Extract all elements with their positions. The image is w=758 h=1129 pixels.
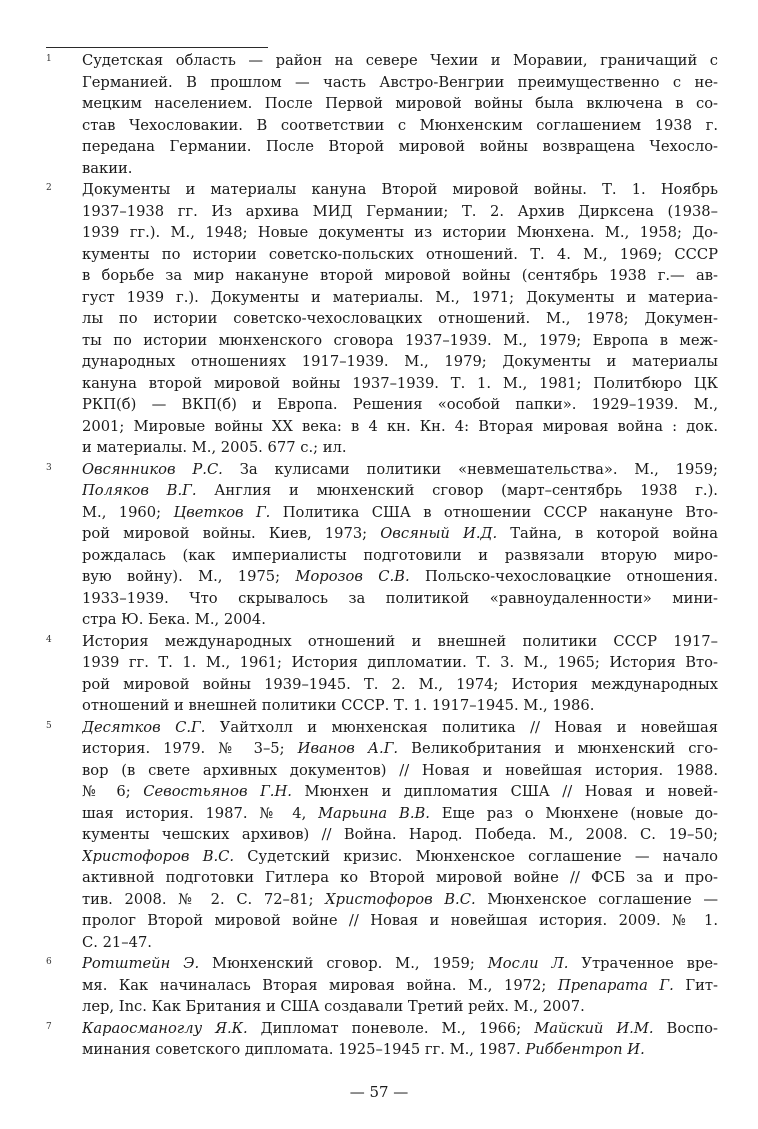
footnote-text: За кулисами политики «невмешательства». М., 1959;: [222, 460, 718, 478]
footnote-line: [82, 846, 718, 868]
footnote-text: мецким населением. После Первой мировой войны была включена в со-: [82, 95, 718, 112]
footnote-number: 5: [46, 720, 52, 731]
author-name: Морозов С.В.: [295, 568, 410, 585]
footnote-number: 1: [46, 54, 52, 64]
footnote-line: [82, 889, 718, 911]
footnote-line: [82, 609, 718, 631]
footnote-separator-rule: [46, 47, 268, 48]
footnote-text: 1939 гг. Т. 1. М., 1961; История дипломатии. Т. 3. М., 1965; История Вто-: [82, 654, 718, 671]
footnote-text: Тайна, в которой война: [497, 525, 718, 542]
footnote-line: [82, 351, 718, 373]
footnote-line: [82, 502, 718, 524]
footnote-text: кануна второй мировой войны 1937–1939. Т. 1. М., 1981; Политбюро ЦК: [82, 374, 718, 392]
footnote-number: 7: [46, 1021, 52, 1032]
footnote-line: [82, 674, 718, 696]
footnote-text: рождалась (как империалисты подготовили и развязали вторую миро-: [82, 546, 718, 564]
footnote-line: [82, 437, 718, 459]
footnote-line: [82, 996, 718, 1018]
footnote-text: Судетский кризис. Мюнхенское соглашение — начало: [234, 847, 718, 865]
footnote-line: [82, 265, 718, 287]
footnote-line: [82, 222, 718, 244]
footnote-line: [82, 373, 718, 395]
footnote-line: [82, 72, 718, 94]
footnote-text: 1933–1939. Что скрывалось за политикой «равноудаленности» мини-: [82, 589, 718, 607]
footnote-text: № 6;: [82, 783, 144, 800]
footnote-text: ты по истории мюнхенского сговора 1937–1939. М., 1979; Европа в меж-: [82, 331, 718, 349]
footnote-text: Мюнхенское соглашение —: [475, 890, 718, 908]
footnote-number: 6: [46, 957, 52, 967]
footnote-text: Воспо-: [653, 1019, 718, 1037]
footnote-line: [82, 394, 718, 416]
author-name: Десятков С.Г.: [82, 718, 206, 736]
footnote-text: вор (в свете архивных документов) // Новая и новейшая история. 1988.: [82, 761, 718, 779]
author-name: Овсянников Р.С.: [82, 460, 223, 478]
footnote-line: [82, 545, 718, 567]
footnote-line: [82, 867, 718, 889]
footnote-text: Политика США в отношении СССР накануне Вто-: [270, 503, 718, 521]
footnote-text: Гит-: [673, 976, 718, 994]
footnote-text: в борьбе за мир накануне второй мировой войны (сентябрь 1938 г.— ав-: [82, 267, 718, 284]
footnote-line: [82, 523, 718, 545]
footnote-line: [82, 566, 718, 588]
author-name: Поляков В.Г.: [82, 482, 197, 499]
footnote-text: тив. 2008. № 2. С. 72–81;: [82, 890, 326, 908]
footnote-text: История международных отношений и внешней политики СССР 1917–: [82, 632, 718, 650]
footnote-line: [82, 459, 718, 481]
footnote-line: [82, 824, 718, 846]
footnote-line: [82, 760, 718, 782]
footnote-number: 4: [46, 634, 52, 645]
footnote: [46, 631, 718, 717]
footnote: [46, 179, 718, 459]
footnote-text: лер, Inc. Как Британия и США создавали Третий рейх. М., 2007.: [82, 998, 585, 1015]
footnotes-list: [46, 50, 718, 1061]
footnote-line: [82, 480, 718, 502]
footnote-text: 1937–1938 гг. Из архива МИД Германии; Т. 2. Архив Дирксена (1938–: [82, 202, 718, 220]
footnote-line: [82, 695, 718, 717]
footnote-line: [82, 738, 718, 760]
author-name: Христофоров В.С.: [325, 890, 476, 908]
footnote-line: [82, 717, 718, 739]
author-name: Караосманоглу Я.К.: [82, 1019, 248, 1037]
footnote-text: вую войну). М., 1975;: [82, 568, 296, 585]
footnote-text: мя. Как начиналась Вторая мировая война. М., 1972;: [82, 976, 558, 994]
footnote-text: С. 21–47.: [82, 933, 152, 951]
footnote: [46, 1018, 718, 1061]
footnote-line: [82, 910, 718, 932]
footnote-line: [82, 330, 718, 352]
author-name: Препарата Г.: [557, 976, 674, 994]
footnote-text: густ 1939 г.). Документы и материалы. М., 1971; Документы и материа-: [82, 288, 718, 306]
footnote-text: Уайтхолл и мюнхенская политика // Новая и новейшая: [205, 718, 718, 736]
footnote-text: Великобритания и мюнхенский сго-: [398, 740, 718, 757]
author-name: Майский И.М.: [534, 1019, 654, 1037]
footnote-line: [82, 416, 718, 438]
footnote-text: Судетская область — район на севере Чехии и Моравии, граничащий с: [82, 52, 718, 69]
footnote-text: активной подготовки Гитлера ко Второй мировой войне // ФСБ за и про-: [82, 869, 718, 886]
footnote-text: Еще раз о Мюнхене (новые до-: [429, 804, 718, 822]
footnote-text: шая история. 1987. № 4,: [82, 804, 319, 822]
footnote-text: кументы чешских архивов) // Война. Народ. Победа. М., 2008. С. 19–50;: [82, 826, 718, 843]
footnote-line: [82, 50, 718, 72]
author-name: Мосли Л.: [487, 955, 569, 972]
author-name: Марьина В.В.: [318, 804, 430, 822]
footnote-text: пролог Второй мировой войне // Новая и новейшая история. 2009. № 1.: [82, 912, 718, 929]
footnote-text: и материалы. М., 2005. 677 с.; ил.: [82, 439, 347, 456]
author-name: Севостьянов Г.Н.: [143, 783, 292, 800]
footnote-text: Германией. В прошлом — часть Австро-Венгрии преимущественно с не-: [82, 73, 718, 91]
author-name: Христофоров В.С.: [82, 847, 235, 865]
footnote-text: Утраченное вре-: [568, 955, 718, 972]
footnote-text: Мюнхен и дипломатия США // Новая и новей-: [291, 783, 718, 800]
footnote-text: вакии.: [82, 159, 133, 177]
footnote-text: РКП(б) — ВКП(б) и Европа. Решения «особой папки». 1929–1939. М.,: [82, 396, 718, 413]
footnote-line: [82, 588, 718, 610]
footnote-text: отношений и внешней политики СССР. Т. 1. 1917–1945. М., 1986.: [82, 697, 595, 714]
footnote-line: [82, 1018, 718, 1040]
page-number: — 57 —: [349, 1083, 409, 1101]
footnote-text: кументы по истории советско-польских отношений. Т. 4. М., 1969; СССР: [82, 245, 718, 263]
author-name: Ротштейн Э.: [82, 955, 200, 972]
footnote: [46, 717, 718, 954]
footnote-line: [82, 179, 718, 201]
footnote-line: [82, 201, 718, 223]
footnote-line: [82, 158, 718, 180]
footnote-line: [82, 631, 718, 653]
footnote-text: Польско-чехословацкие отношения.: [409, 568, 718, 585]
footnote-text: Англия и мюнхенский сговор (март–сентябрь 1938 г.).: [196, 482, 718, 499]
footnote-line: [82, 953, 718, 975]
footnote-text: 2001; Мировые войны XX века: в 4 кн. Кн. 4: Вторая мировая война : док.: [82, 417, 718, 435]
footnote-text: лы по истории советско-чехословацких отношений. М., 1978; Докумен-: [82, 310, 718, 327]
footnote-line: [82, 244, 718, 266]
footnote-line: [82, 652, 718, 674]
author-name: Цветков Г.: [173, 503, 271, 521]
footnote: [46, 50, 718, 179]
footnote-line: [82, 781, 718, 803]
footnote-text: М., 1960;: [82, 503, 174, 521]
footnote-text: рой мировой войны 1939–1945. Т. 2. М., 1974; История международных: [82, 675, 718, 693]
footnote-line: [82, 287, 718, 309]
footnote-line: [82, 308, 718, 330]
footnote-text: стра Ю. Бека. М., 2004.: [82, 611, 266, 628]
footnote-text: став Чехословакии. В соответствии с Мюнхенским соглашением 1938 г.: [82, 116, 718, 134]
author-name: Иванов А.Г.: [297, 740, 399, 757]
footnote-line: [82, 93, 718, 115]
footnote-text: Мюнхенский сговор. М., 1959;: [199, 955, 488, 972]
footnote-text: рой мировой войны. Киев, 1973;: [82, 525, 381, 542]
footnote: [46, 953, 718, 1018]
footnote-text: передана Германии. После Второй мировой войны возвращена Чехосло-: [82, 138, 718, 155]
footnote-text: Документы и материалы кануна Второй мировой войны. Т. 1. Ноябрь: [82, 181, 718, 198]
footnote-line: [82, 975, 718, 997]
footnote-line: [82, 932, 718, 954]
footnote-number: 3: [46, 462, 52, 473]
footnote-line: [82, 803, 718, 825]
footnote-number: 2: [46, 183, 52, 193]
footnote-text: дународных отношениях 1917–1939. М., 1979; Документы и материалы: [82, 353, 718, 370]
author-name: Овсяный И.Д.: [380, 525, 498, 542]
footnote-line: [82, 1039, 718, 1061]
footnote-line: [82, 115, 718, 137]
footnote: [46, 459, 718, 631]
author-name: Риббентроп И.: [525, 1041, 645, 1058]
footnote-text: история. 1979. № 3–5;: [82, 740, 298, 757]
footnote-text: Дипломат поневоле. М., 1966;: [247, 1019, 535, 1037]
footnote-text: 1939 гг.). М., 1948; Новые документы из истории Мюнхена. М., 1958; До-: [82, 224, 718, 241]
footnote-line: [82, 136, 718, 158]
footnote-text: минания советского дипломата. 1925–1945 гг. М., 1987.: [82, 1041, 526, 1058]
